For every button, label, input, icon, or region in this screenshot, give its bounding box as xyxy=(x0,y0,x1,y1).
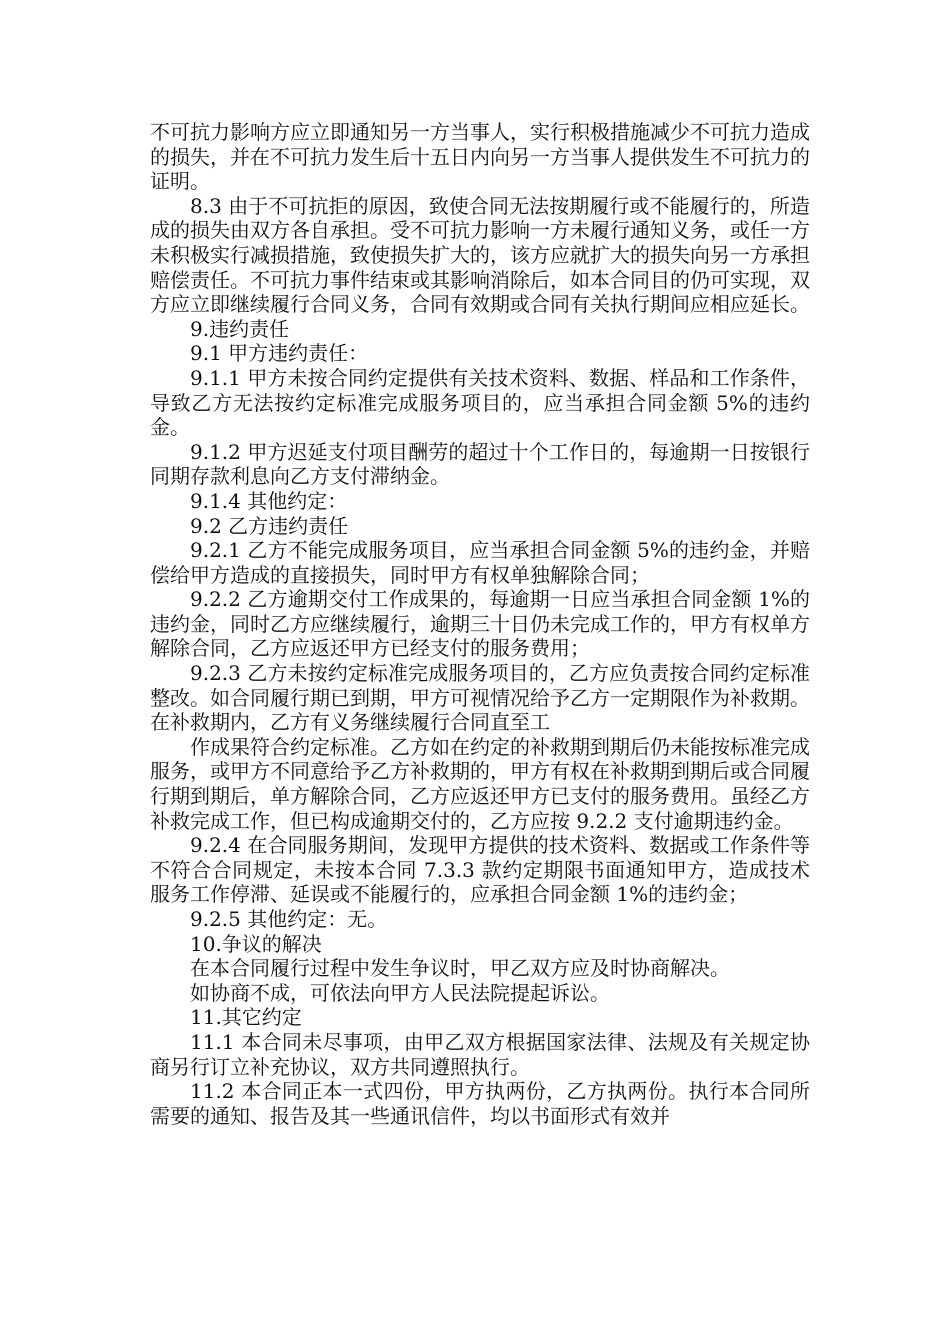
dispute-negotiation: 在本合同履行过程中发生争议时，甲乙双方应及时协商解决。 xyxy=(190,956,730,981)
document-page xyxy=(150,120,810,1128)
clause-11-2: 11.2 本合同正本一式四份，甲方执两份，乙方执两份。执行本合同所需要的通知、报告及其一些通讯信件，均以书面形式有效并 xyxy=(150,1079,810,1128)
dispute-litigation: 如协商不成，可依法向甲方人民法院提起诉讼。 xyxy=(190,980,610,1005)
section-9-heading: 9.违约责任 xyxy=(190,316,290,341)
clause-9-2-3-part-1: 9.2.3 乙方未按约定标准完成服务项目的，乙方应负责按合同约定标准整改。如合同履行期已到期，甲方可视情况给予乙方一定期限作为补救期。在补救期内，乙方有义务继续履行合同直至工 xyxy=(150,661,810,735)
clause-9-2-3-part-2: 作成果符合约定标准。乙方如在约定的补救期到期后仍未能按标准完成服务，或甲方不同意给予乙方补救期的，甲方有权在补救期到期后或合同履行期到期后，单方解除合同，乙方应返还甲方已支付的服务费用。虽经乙方补救完成工作，但已构成逾期交付的，乙方应按 9.2.2 支付逾期违约金。 xyxy=(150,734,810,833)
clause-11-1: 11.1 本合同未尽事项，由甲乙双方根据国家法律、法规及有关规定协商另行订立补充协议，双方共同遵照执行。 xyxy=(150,1029,810,1079)
clause-9-2-2: 9.2.2 乙方逾期交付工作成果的，每逾期一日应当承担合同金额 1%的违约金，同时乙方应继续履行，逾期三十日仍未完成工作的，甲方有权单方解除合同，乙方应返还甲方已经支付的服务费用； xyxy=(150,587,810,661)
clause-9-1-2: 9.1.2 甲方迟延支付项目酬劳的超过十个工作日的，每逾期一日按银行同期存款利息向乙方支付滞纳金。 xyxy=(150,439,810,489)
clause-9-2-1: 9.2.1 乙方不能完成服务项目，应当承担合同金额 5%的违约金，并赔偿给甲方造成的直接损失，同时甲方有权单独解除合同； xyxy=(150,538,810,587)
clause-9-1-1: 9.1.1 甲方未按合同约定提供有关技术资料、数据、样品和工作条件，导致乙方无法按约定标准完成服务项目的，应当承担合同金额 5%的违约金。 xyxy=(150,365,810,440)
clause-9-2-4: 9.2.4 在合同服务期间，发现甲方提供的技术资料、数据或工作条件等不符合合同规定，未按本合同 7.3.3 款约定期限书面通知甲方，造成技术服务工作停滞、延误或不能履行的，应承担合同金额 1%的违约金； xyxy=(150,833,810,907)
section-10-heading: 10.争议的解决 xyxy=(190,931,322,956)
clause-9-2-heading: 9.2 乙方违约责任 xyxy=(190,513,349,538)
clause-9-2-5: 9.2.5 其他约定：无。 xyxy=(190,907,388,931)
clause-9-1-heading: 9.1 甲方违约责任： xyxy=(190,341,369,366)
clause-9-1-4: 9.1.4 其他约定： xyxy=(190,488,348,513)
paragraph-force-majeure-notice: 不可抗力影响方应立即通知另一方当事人，实行积极措施减少不可抗力造成的损失，并在不可抗力发生后十五日内向另一方当事人提供发生不可抗力的证明。 xyxy=(150,120,810,194)
section-11-heading: 11.其它约定 xyxy=(190,1005,302,1030)
clause-8-3: 8.3 由于不可抗拒的原因，致使合同无法按期履行或不能履行的，所造成的损失由双方各自承担。受不可抗力影响一方未履行通知义务，或任一方未积极实行减损措施，致使损失扩大的，该方应就扩大的损失向另一方承担赔偿责任。不可抗力事件结束或其影响消除后，如本合同目的仍可实现，双方应立即继续履行合同义务，合同有效期或合同有关执行期间应相应延长。 xyxy=(150,193,810,317)
